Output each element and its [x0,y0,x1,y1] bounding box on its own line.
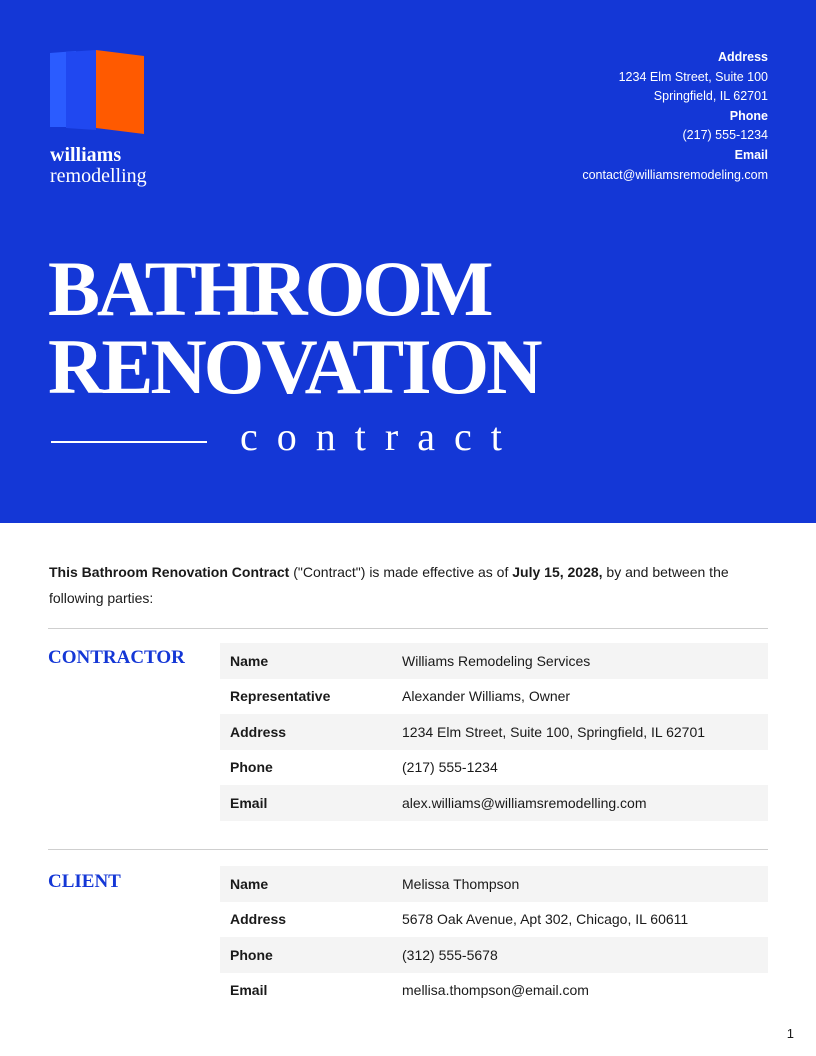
email-value: contact@williamsremodeling.com [582,167,768,182]
row-label: Representative [230,688,331,705]
phone-value: (217) 555-1234 [682,128,768,143]
brand-name-line2: remodelling [50,165,147,187]
table-row [220,902,768,938]
hero-banner [0,0,816,523]
row-value: Melissa Thompson [402,875,520,892]
row-value: mellisa.thompson@email.com [402,982,589,999]
address-line1: 1234 Elm Street, Suite 100 [618,69,768,84]
row-label: Phone [230,946,273,963]
row-value: (312) 555-5678 [402,946,498,963]
table-row [220,937,768,973]
document-title [48,245,540,410]
title-line2: RENOVATION [48,323,540,410]
client-table [220,866,768,1008]
address-label: Address [717,50,768,64]
contractor-table [220,643,768,821]
brand-name-line1: williams [50,144,122,166]
row-value: 1234 Elm Street, Suite 100, Springfield, IL 62701 [402,723,706,740]
table-row [220,750,768,786]
row-value: Alexander Williams, Owner [402,688,571,705]
intro-part1: ("Contract") is made effective as of [289,564,513,580]
client-heading: CLIENT [48,871,121,892]
title-line1: BATHROOM [48,245,491,332]
row-label: Name [230,652,269,669]
title-rule [51,441,207,443]
phone-label: Phone [729,108,768,123]
row-label: Address [230,723,287,740]
email-label: Email [734,147,768,162]
row-value: 5678 Oak Avenue, Apt 302, Chicago, IL 60611 [402,911,689,928]
intro-part2: by and between the following parties: [49,564,729,606]
table-row [220,866,768,902]
table-row [220,679,768,715]
section-divider [48,628,768,629]
table-row [220,785,768,821]
table-row [220,973,768,1009]
row-value: Williams Remodeling Services [402,652,591,669]
row-label: Phone [230,759,273,776]
table-row [220,643,768,679]
intro-contract-name: This Bathroom Renovation Contract [49,564,290,580]
brand-logo [50,50,180,190]
row-label: Name [230,875,269,892]
row-label: Address [230,911,287,928]
row-value: (217) 555-1234 [402,759,498,776]
row-label: Email [230,794,268,811]
table-row [220,714,768,750]
row-label: Email [230,982,268,999]
document-subtitle: contract [240,414,521,459]
section-divider [48,849,768,850]
address-line2: Springfield, IL 62701 [653,89,768,104]
logo-mark-icon [50,50,146,136]
header-contact [582,48,768,185]
contractor-heading: CONTRACTOR [48,647,185,668]
row-value: alex.williams@williamsremodelling.com [402,794,647,811]
page-number: 1 [786,1026,794,1041]
intro-paragraph [49,559,769,611]
intro-date: July 15, 2028, [512,564,603,580]
